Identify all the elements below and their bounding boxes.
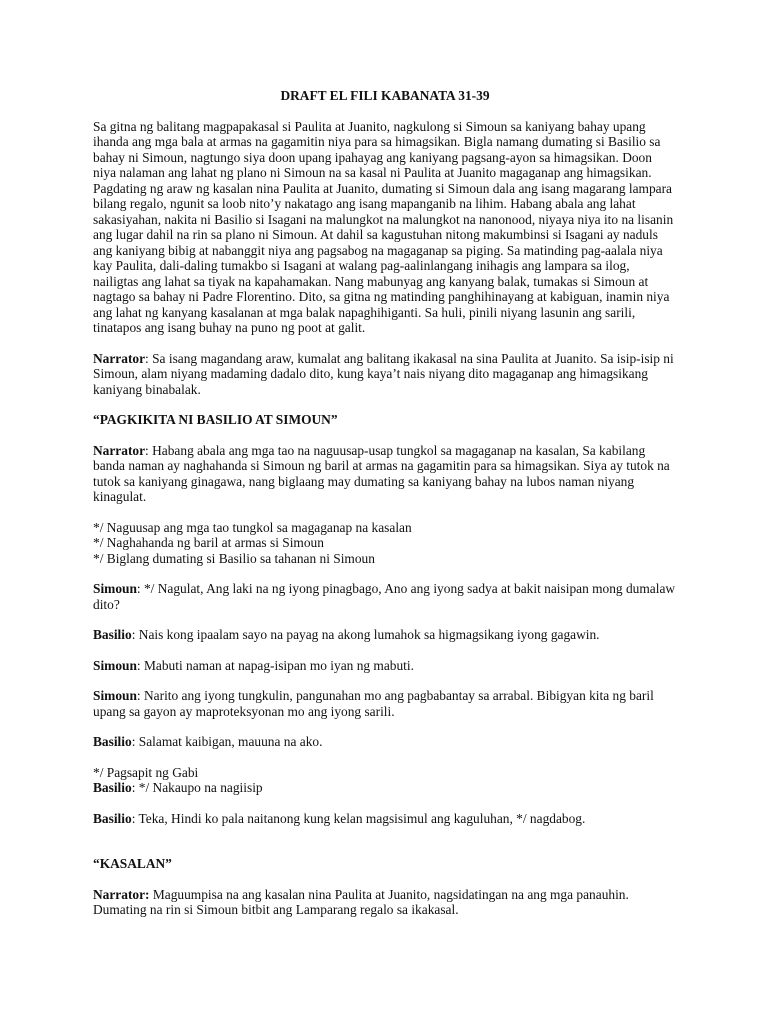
narrator-paragraph-3 [93, 887, 677, 918]
dialogue-text: : Habang abala ang mga tao na naguusap-usap tungkol sa magaganap na kasalan, Sa kabilang banda naman ay naghahanda si Simoun ng baril at armas na gagamitin para sa himagsikan. Siya ay tutok na tutok sa kaniyang ginagawa, nang biglaang may dumating sa kaniyang bahay na lubos naman niyang kinagulat. [93, 442, 670, 504]
dialogue-line [93, 658, 677, 674]
document-title: DRAFT EL FILI KABANATA 31-39 [280, 88, 490, 103]
speaker-label: Narrator: [93, 886, 150, 902]
narrator-paragraph-2 [93, 443, 677, 505]
dialogue-text: : Teka, Hindi ko pala naitanong kung kelan magsisimul ang kaguluhan, */ nagdabog. [131, 810, 586, 826]
dialogue-text: : Salamat kaibigan, mauuna na ako. [131, 734, 323, 749]
narrator-paragraph-1 [93, 351, 677, 398]
section-heading-pagkikita: “PAGKIKITA NI BASILIO AT SIMOUN” [93, 412, 338, 427]
speaker-label: Simoun [93, 581, 137, 596]
intro-paragraph: Sa gitna ng balitang magpapakasal si Paulita at Juanito, nagkulong si Simoun sa kaniyang bahay upang ihanda ang mga bala at armas na gagamitin niya para sa himagsikan. Bigla namang dumating si Basilio sa bahay ni Simoun, nagtungo siya doon upang ipahayag ang kaniyang pagsang-ayon sa himagsikan. Doon niya nalaman ang lahat ng plano ni Simoun na sa kasal ni Paulita at Juanito magaganap ang himagsikan. Pagdating ng araw ng kasalan nina Paulita at Juanito, dumating si Simoun dala ang isang magarang lampara bilang regalo, ngunit sa loob nito’y nakatago ang isang mapanganib na lihim. Habang abala ang lahat sakasiyahan, nakita ni Basilio si Isagani na malungkot na malungkot na nanonood, niyaya niya ito na lisanin ang lugar dahil na rin sa plano ni Simoun. At dahil sa kagustuhan nitong makumbinsi si Isagani ay naduls ang kaniyang bibig at nabanggit niya ang pagsabog na magaganap sa piging. Sa matinding pag-aalala niya kay Paulita, dali-daling tumakbo si Isagani at walang pag-aalinlangang inihagis ang lampara sa ilog, nailigtas ang lahat sa tiyak na kapahamakan. Nang mabunyag ang kanyang balak, tumakas si Simoun at nagtago sa bahay ni Padre Florentino. Dito, sa gitna ng matinding panghihinayang at kabiguan, inamin niya ang lahat ng kanyang kasalanan at mga balak napaghihiganti. Sa huli, pinili niyang lasunin ang sarili, tinatapos ang isang buhay na puno ng poot at galit. [93, 118, 674, 335]
speaker-label: Basilio [93, 734, 132, 749]
speaker-label: Basilio [93, 810, 132, 826]
speaker-label: Simoun [93, 688, 137, 703]
stage-directions-1 [93, 520, 677, 567]
document-page [93, 88, 677, 933]
dialogue-text: Maguumpisa na ang kasalan nina Paulita at Juanito, nagsidatingan na ang mga panauhin. Dumating na rin si Simoun bitbit ang Lamparang regalo sa ikakasal. [93, 886, 629, 917]
dialogue-text: : Nais kong ipaalam sayo na payag na akong lumahok sa higmagsikang iyong gagawin. [131, 627, 600, 642]
dialogue-text: : Narito ang iyong tungkulin, pangunahan mo ang pagbabantay sa arrabal. Bibigyan kita ng baril upang sa gayon ay maproteksyonan mo ang iyong sarili. [93, 688, 654, 719]
dialogue-line [93, 688, 677, 719]
dialogue-line [93, 780, 677, 796]
speaker-label: Basilio [93, 780, 132, 795]
stage-direction: */ Pagsapit ng Gabi [93, 764, 199, 780]
speaker-label: Narrator [93, 442, 146, 458]
stage-direction: */ Naguusap ang mga tao tungkol sa magaganap na kasalan [93, 519, 412, 535]
dialogue-line [93, 734, 677, 750]
dialogue-line [93, 627, 677, 643]
dialogue-line [93, 811, 677, 827]
dialogue-text: : */ Nagulat, Ang laki na ng iyong pinagbago, Ano ang iyong sadya at bakit naisipan mong dumalaw dito? [93, 581, 676, 612]
speaker-label: Simoun [93, 657, 137, 673]
dialogue-line [93, 581, 677, 612]
stage-direction-block-2 [93, 765, 677, 796]
speaker-label: Basilio [93, 627, 132, 642]
dialogue-text: : */ Nakaupo na nagiisip [131, 780, 263, 795]
dialogue-text: : Mabuti naman at napag-isipan mo iyan ng mabuti. [136, 657, 414, 673]
section-heading-kasalan: “KASALAN” [93, 856, 172, 871]
speaker-label: Narrator [93, 350, 146, 366]
dialogue-text: : Sa isang magandang araw, kumalat ang balitang ikakasal na sina Paulita at Juanito. Sa isip-isip ni Simoun, alam niyang madaming dadalo dito, kung kaya’t nais niyang dito magaganap ang himagsikang kaniyang binabalak. [93, 350, 674, 397]
stage-direction: */ Biglang dumating si Basilio sa tahanan ni Simoun [93, 550, 375, 566]
stage-direction: */ Naghahanda ng baril at armas si Simoun [93, 535, 324, 550]
